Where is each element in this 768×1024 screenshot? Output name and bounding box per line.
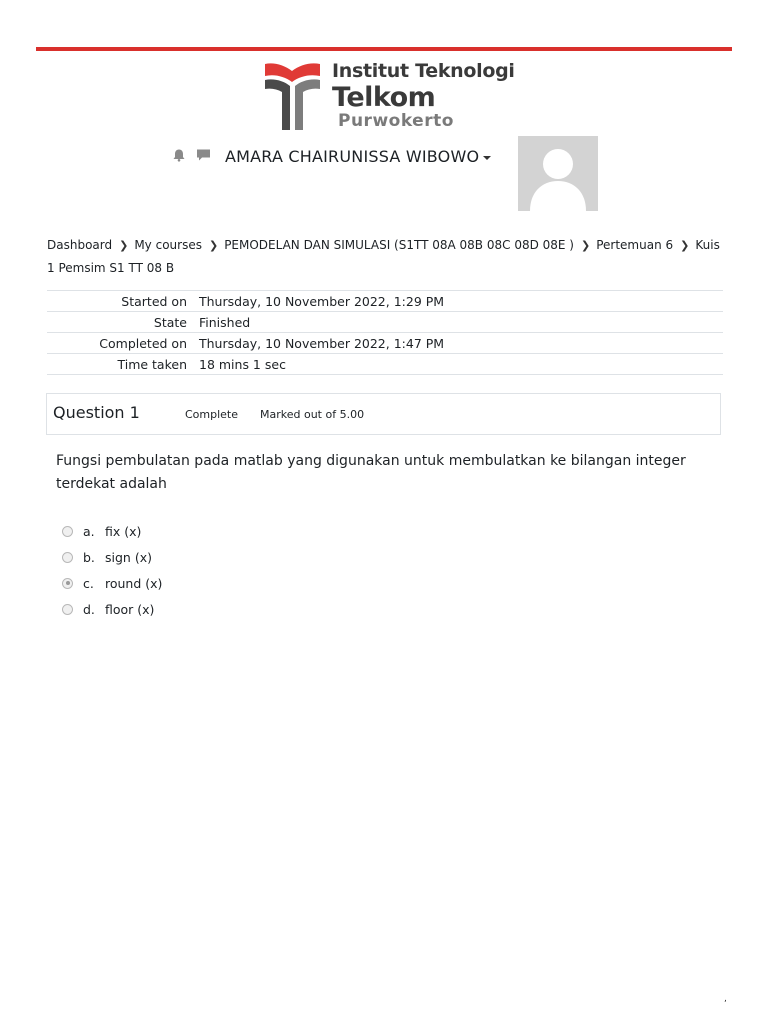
logo-text-line2: Telkom (332, 82, 436, 113)
question-label: Question (53, 403, 125, 422)
question-number: 1 (129, 403, 140, 422)
summary-value: Finished (199, 312, 723, 333)
logo-text-line3: Purwokerto (338, 111, 454, 131)
radio-button[interactable] (62, 526, 73, 537)
bell-icon[interactable] (172, 147, 186, 166)
breadcrumb-quiz[interactable]: Kuis 1 Pemsim S1 TT 08 B (47, 238, 720, 275)
summary-label: State (47, 312, 199, 333)
user-navigation (172, 145, 491, 167)
answer-option-a[interactable] (62, 518, 162, 544)
chevron-right-icon: ❯ (119, 239, 129, 252)
chat-icon[interactable] (196, 147, 211, 166)
question-text: Fungsi pembulatan pada matlab yang digunakan untuk membulatkan ke bilangan integer terdekat adalah (56, 453, 686, 492)
user-menu-name[interactable]: AMARA CHAIRUNISSA WIBOWO (225, 146, 480, 166)
summary-row-completed (47, 333, 723, 354)
radio-button[interactable] (62, 604, 73, 615)
summary-row-time-taken (47, 354, 723, 375)
summary-row-started (47, 291, 723, 312)
site-logo[interactable] (262, 60, 515, 132)
avatar-icon[interactable] (518, 136, 598, 211)
question-title (53, 403, 140, 422)
answer-option-d[interactable] (62, 596, 162, 622)
summary-value: Thursday, 10 November 2022, 1:29 PM (199, 291, 723, 312)
answer-text: round (x) (105, 575, 163, 591)
breadcrumb (47, 234, 727, 280)
question-grade: Marked out of 5.00 (260, 408, 365, 421)
summary-label: Time taken (47, 354, 199, 375)
answer-letter: d. (83, 601, 95, 617)
answer-option-b[interactable] (62, 544, 162, 570)
answer-letter: b. (83, 549, 95, 565)
chevron-right-icon: ❯ (208, 239, 219, 252)
answer-letter: a. (83, 523, 95, 539)
page-footer-mark: , (724, 994, 727, 1004)
answer-letter: c. (83, 575, 94, 591)
radio-button[interactable] (62, 552, 73, 563)
answer-option-c[interactable] (62, 570, 162, 596)
summary-value: 18 mins 1 sec (199, 354, 723, 375)
summary-label: Completed on (47, 333, 199, 354)
question-state: Complete (185, 408, 239, 421)
chevron-down-icon[interactable] (483, 156, 491, 160)
breadcrumb-section[interactable]: Pertemuan 6 (596, 238, 674, 252)
summary-value: Thursday, 10 November 2022, 1:47 PM (199, 333, 723, 354)
breadcrumb-my-courses[interactable]: My courses (134, 238, 202, 252)
summary-row-state (47, 312, 723, 333)
telkom-logo-icon (262, 62, 324, 132)
answer-text: fix (x) (105, 523, 142, 539)
summary-label: Started on (47, 291, 199, 312)
logo-text-line1: Institut Teknologi (332, 60, 515, 82)
question-info-box (46, 393, 721, 435)
radio-button-selected[interactable] (62, 578, 73, 589)
breadcrumb-dashboard[interactable]: Dashboard (47, 238, 113, 252)
answer-list (62, 518, 162, 622)
chevron-right-icon: ❯ (581, 239, 591, 252)
attempt-summary-table (47, 290, 723, 375)
answer-text: sign (x) (105, 549, 152, 565)
top-accent-bar (36, 47, 732, 51)
answer-text: floor (x) (105, 601, 155, 617)
chevron-right-icon: ❯ (680, 239, 690, 252)
breadcrumb-course[interactable]: PEMODELAN DAN SIMULASI (S1TT 08A 08B 08C 08D 08E ) (224, 238, 574, 252)
